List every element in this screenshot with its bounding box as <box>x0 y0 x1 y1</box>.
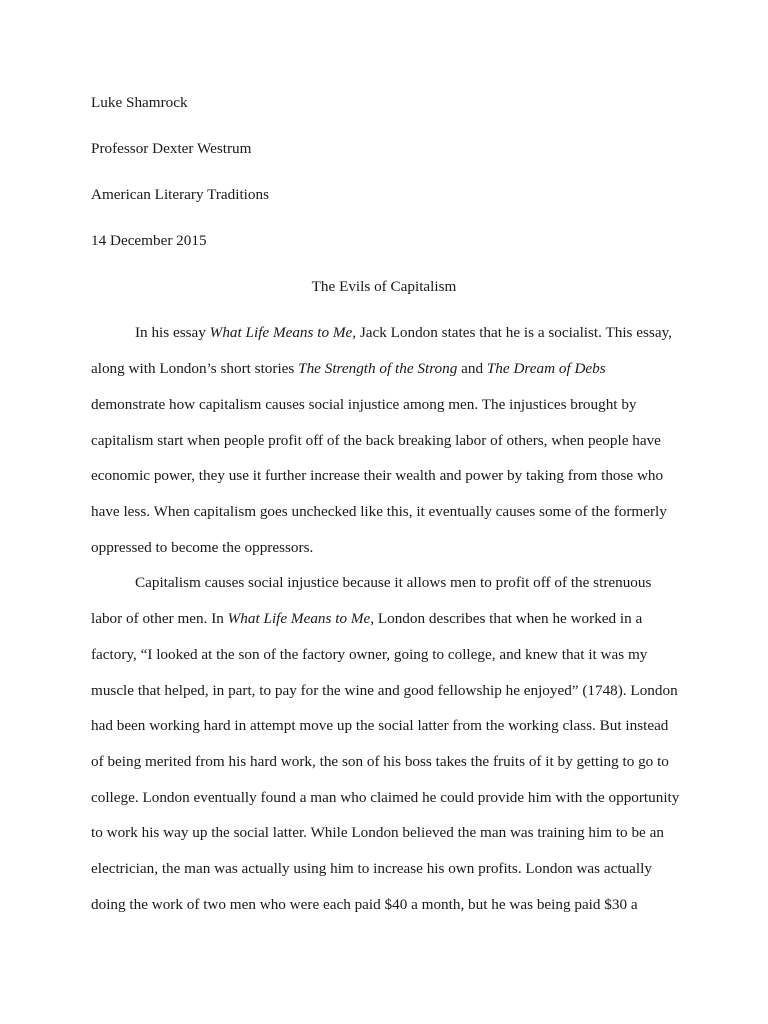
paragraph-2-line-6: of being merited from his hard work, the son of his boss takes the fruits of it by getting to go to <box>91 753 669 770</box>
paragraph-2-line-3: factory, “I looked at the son of the factory owner, going to college, and knew that it was my <box>91 646 648 663</box>
paragraph-2-line-4: muscle that helped, in part, to pay for the wine and good fellowship he enjoyed” (1748). London <box>91 682 678 699</box>
student-name: Luke Shamrock <box>91 94 188 111</box>
paragraph-1-line-4: capitalism start when people profit off of the back breaking labor of others, when people have <box>91 432 661 449</box>
paragraph-2-line-1: Capitalism causes social injustice because it allows men to profit off of the strenuous <box>135 574 652 591</box>
paragraph-2-line-10: doing the work of two men who were each paid $40 a month, but he was being paid $30 a <box>91 896 638 913</box>
work-title: What Life Means to Me, <box>209 324 357 341</box>
work-title: What Life Means to Me, <box>227 610 375 627</box>
paragraph-2-line-5: had been working hard in attempt move up the social latter from the working class. But instead <box>91 717 669 734</box>
paragraph-1-line-7: oppressed to become the oppressors. <box>91 539 314 556</box>
professor-name: Professor Dexter Westrum <box>91 140 252 157</box>
paragraph-1-line-6: have less. When capitalism goes unchecked like this, it eventually causes some of the formerly <box>91 503 667 520</box>
paragraph-2-line-8: to work his way up the social latter. While London believed the man was training him to be an <box>91 824 664 841</box>
paragraph-1-line-5: economic power, they use it further increase their wealth and power by taking from those who <box>91 467 664 484</box>
work-title: The Strength of the Strong <box>298 360 458 377</box>
work-title: The Dream of Debs <box>486 360 606 377</box>
essay-date: 14 December 2015 <box>91 232 207 249</box>
essay-title: The Evils of Capitalism <box>311 278 457 295</box>
paragraph-2-line-9: electrician, the man was actually using him to increase his own profits. London was actually <box>91 860 652 877</box>
paragraph-1-line-1: In his essay What Life Means to Me, Jack London states that he is a socialist. This essay, <box>135 324 672 341</box>
paragraph-1-line-3: demonstrate how capitalism causes social injustice among men. The injustices brought by <box>91 396 637 413</box>
paragraph-2-line-2: labor of other men. In What Life Means to Me, London describes that when he worked in a <box>91 610 643 627</box>
paragraph-1-line-2: along with London’s short stories The Strength of the Strong and The Dream of Debs <box>91 360 606 377</box>
paragraph-2-line-7: college. London eventually found a man who claimed he could provide him with the opportunity <box>91 789 680 806</box>
course-name: American Literary Traditions <box>91 186 269 203</box>
